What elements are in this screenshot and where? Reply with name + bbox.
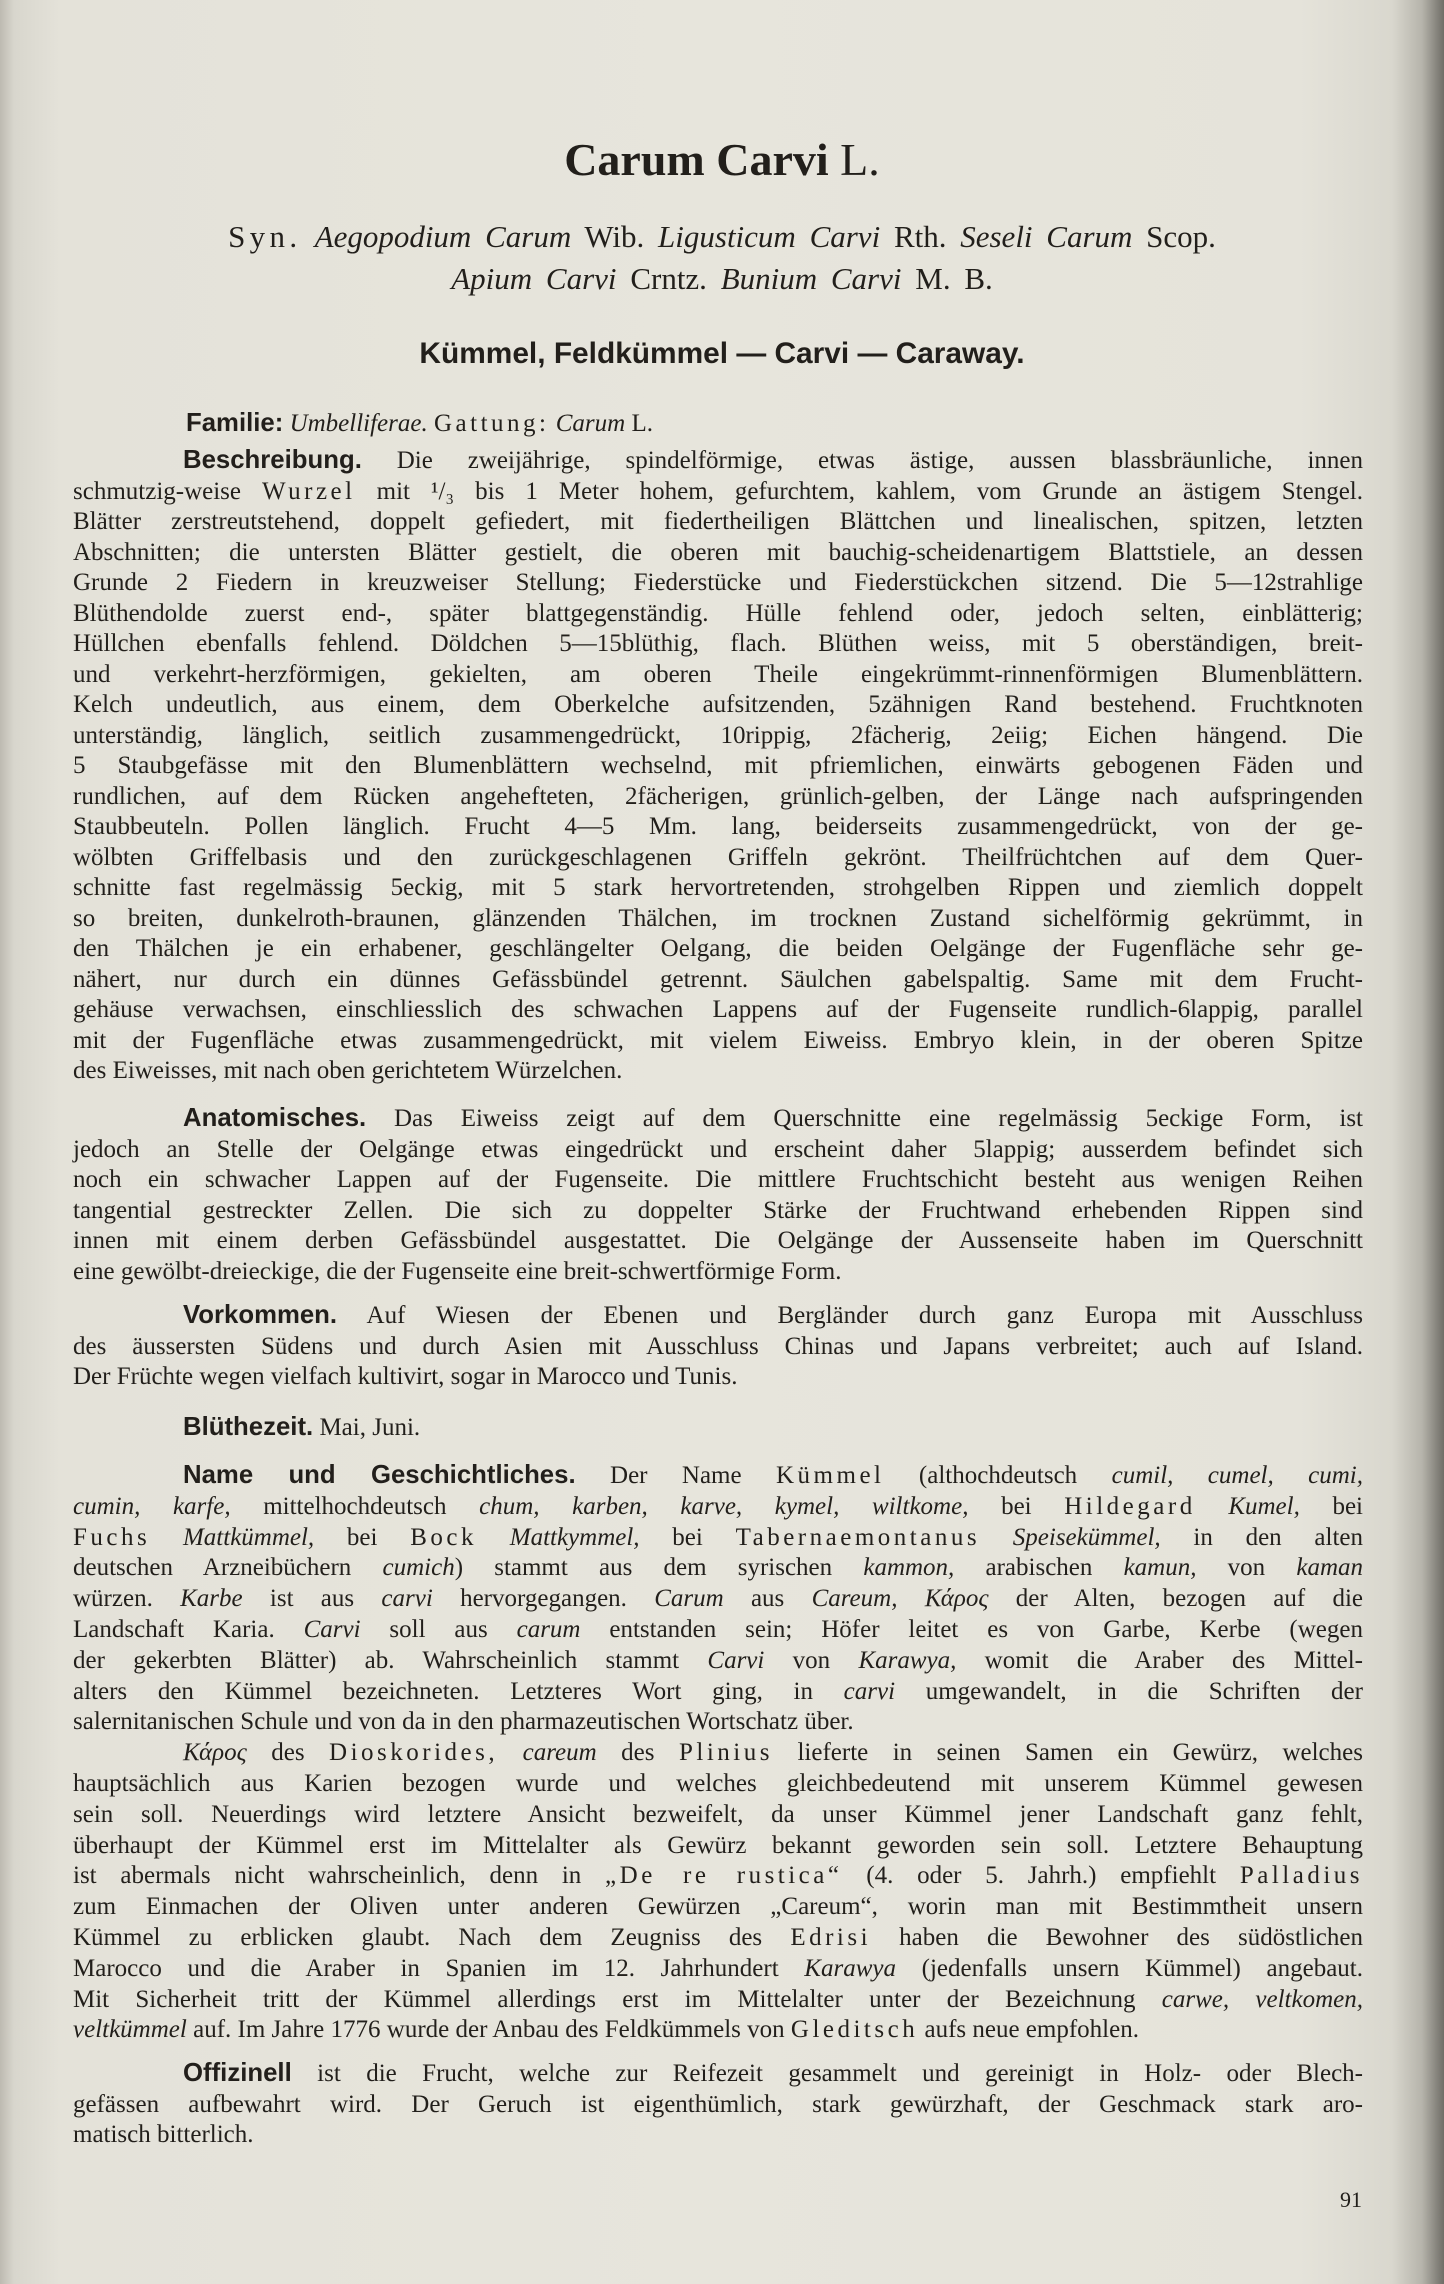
text-line (73, 1056, 1363, 1087)
italic-term: kamun, (1123, 1554, 1197, 1582)
italic-term: Karawya (804, 1954, 896, 1982)
text-line (73, 403, 1363, 444)
text-segment: so breiten, dunkelroth-braunen, glänzenden Thälchen, im trocknen Zustand sichelförmig gekrümmt, in (73, 904, 1363, 932)
description-section (73, 445, 1363, 1087)
text-line (0, 258, 1444, 300)
text-segment: Rth. (880, 219, 961, 254)
text-segment: L. (828, 134, 880, 185)
spaced-term: „De re rustica“ (605, 1862, 843, 1890)
text-segment: der Alten, bezogen auf die (988, 1585, 1363, 1613)
text-segment: Landschaft Karia. (73, 1615, 304, 1643)
text-line (73, 721, 1363, 752)
text-segment: Blätter zerstreutstehend, doppelt gefiedert, mit fiedertheiligen Blättchen und linealischen, spitzen, letzten (73, 508, 1363, 535)
text-segment: womit die Araber des Mittel- (956, 1646, 1363, 1674)
section-heading: Blüthezeit. (183, 1413, 314, 1441)
text-segment: innen mit einem derben Gefässbündel ausgestattet. Die Oelgänge der Aussenseite haben im Querschnitt (73, 1227, 1363, 1254)
text-line (73, 1923, 1363, 1954)
section-heading: Anatomisches. (183, 1104, 367, 1132)
text-segment: mit der Fugenfläche etwas zusammengedrückt, mit vielem Eiweiss. Embryo klein, in der oberen Spitze (73, 1026, 1363, 1054)
italic-term: Kumel, (1195, 1492, 1300, 1520)
text-segment: noch ein schwacher Lappen auf der Fugenseite. Die mittlere Fruchtschicht besteht aus wenigen Reihen (73, 1166, 1363, 1193)
text-segment: Wib. (571, 219, 659, 254)
text-line (73, 1677, 1363, 1708)
text-segment: der gekerbten Blätter) ab. Wahrscheinlich stammt (73, 1646, 708, 1674)
spaced-term: Edrisi (790, 1923, 872, 1951)
italic-term: carum (516, 1615, 581, 1643)
classification (73, 403, 1363, 444)
text-segment: Crntz. (616, 261, 721, 296)
italic-term: kammon, (863, 1554, 955, 1582)
italic-term: Karbe (180, 1585, 243, 1613)
italic-term: Mattkümmel, (150, 1523, 315, 1551)
spaced-term: Tabernaemontanus (735, 1523, 981, 1551)
italic-term: Bunium Carvi (720, 261, 902, 296)
text-segment: Marocco und die Araber in Spanien im 12. Jahrhundert (73, 1954, 805, 1982)
text-segment: des Eiweisses, mit nach oben gerichtetem Würzelchen. (73, 1057, 623, 1084)
anatomy-section (73, 1103, 1363, 1287)
text-line (73, 965, 1363, 996)
text-segment: Scop. (1132, 219, 1216, 254)
text-segment: Abschnitten; die untersten Blätter gestielt, die oberen mit bauchig-scheidenartigem Blattstiele, an dessen (73, 538, 1363, 566)
text-segment: ist aus (242, 1585, 382, 1613)
spaced-term: Gleditsch (790, 2016, 919, 2044)
text-line (73, 1523, 1363, 1554)
synonyms (0, 216, 1444, 300)
text-segment: umgewandelt, in die Schriften der (895, 1677, 1363, 1705)
common-names (0, 332, 1444, 376)
text-line (73, 690, 1363, 721)
text-segment: hervorgegangen. (432, 1585, 655, 1613)
text-line (73, 2090, 1363, 2121)
text-segment: matisch bitterlich. (73, 2121, 254, 2148)
italic-term: Mattkymmel, (477, 1523, 640, 1551)
text-segment: Auf Wiesen der Ebenen und Bergländer durch ganz Europa mit Ausschluss (337, 1302, 1363, 1329)
text-line (73, 1646, 1363, 1677)
text-segment: Das Eiweiss zeigt auf dem Querschnitte eine regelmässig 5eckige Form, ist (366, 1105, 1363, 1132)
text-line (73, 1492, 1363, 1523)
italic-term: Umbelliferae. (283, 410, 434, 437)
text-segment: Mit Sicherheit tritt der Kümmel allerdings erst im Mittelalter unter der Bezeichnung (73, 1985, 1162, 2013)
text-line (73, 1861, 1363, 1892)
text-line (73, 1165, 1363, 1196)
text-segment: (4. oder 5. Jahrh.) empfiehlt (842, 1862, 1240, 1890)
text-line (73, 2015, 1363, 2046)
italic-term: carvi (843, 1677, 896, 1705)
italic-term: cumich (382, 1554, 455, 1582)
section-heading: Carum Carvi (564, 134, 829, 185)
text-segment: soll aus (360, 1615, 517, 1643)
text-line (73, 1831, 1363, 1862)
text-segment: des äussersten Südens und durch Asien mit Ausschluss Chinas und Japans verbreitet; auch auf Island. (73, 1332, 1363, 1360)
text-segment: schnitte fast regelmässig 5eckig, mit 5 stark hervortretenden, strohgelben Rippen und ziemlich doppelt (73, 874, 1363, 901)
text-line (73, 660, 1363, 691)
occurrence-section (73, 1300, 1363, 1393)
text-line (73, 1135, 1363, 1166)
text-segment: gehäuse verwachsen, einschliesslich des schwachen Lappens auf der Fugenseite rundlich-6lappig, parallel (73, 996, 1363, 1023)
text-segment: bei (314, 1523, 411, 1551)
text-segment: und verkehrt-herzförmigen, gekielten, am oberen Theile eingekrümmt-rinnenförmigen Blumenblättern. (73, 660, 1363, 688)
italic-term: carvi (381, 1585, 433, 1613)
text-segment: von (764, 1646, 859, 1674)
text-segment: 5 Staubgefässe mit den Blumenblättern wechselnd, mit pfriemlichen, einwärts gebogenen Fäden und (73, 752, 1363, 779)
text-segment: alters den Kümmel bezeichneten. Letzteres Wort ging, in (73, 1677, 844, 1705)
text-segment: salernitanischen Schule und von da in den pharmazeutischen Wortschatz über. (73, 1708, 854, 1736)
text-line (73, 1103, 1363, 1135)
text-line (73, 1226, 1363, 1257)
text-segment: lieferte in seinen Samen ein Gewürz, welches (772, 1739, 1363, 1767)
text-line (73, 445, 1363, 477)
text-line (73, 1584, 1363, 1615)
text-line (73, 812, 1363, 843)
text-line (73, 782, 1363, 813)
text-line (73, 1892, 1363, 1923)
italic-term: chum, karben, karve, kymel, wiltkome, (479, 1492, 969, 1520)
text-segment: bei (1299, 1492, 1363, 1520)
page-number: 91 (1340, 2187, 1362, 2212)
text-segment: des (596, 1739, 679, 1767)
text-segment: Kümmel zu erblicken glaubt. Nach dem Zeugniss des (73, 1923, 791, 1951)
text-segment: arabischen (954, 1554, 1124, 1582)
text-segment: nähert, nur durch ein dünnes Gefässbündel getrennt. Säulchen gabelspaltig. Same mit dem Frucht- (73, 965, 1363, 993)
text-line (73, 1738, 1363, 1769)
text-line (73, 538, 1363, 569)
text-segment: Staubbeuteln. Pollen länglich. Frucht 4—5 Mm. lang, beiderseits zusammengedrückt, von der ge- (73, 813, 1363, 840)
text-line (73, 1026, 1363, 1057)
text-line (73, 1615, 1363, 1646)
text-line (73, 629, 1363, 660)
text-segment: Der Früchte wegen vielfach kultivirt, sogar in Marocco und Tunis. (73, 1363, 738, 1390)
text-segment: bei (639, 1523, 736, 1551)
italic-term: Seseli Carum (960, 219, 1133, 254)
text-line (0, 216, 1444, 258)
italic-term: Κάρος (183, 1739, 247, 1767)
spaced-term: Gattung: (433, 410, 550, 437)
text-line (73, 507, 1363, 538)
italic-term: veltkümmel (73, 2016, 187, 2044)
text-segment: schmutzig-weise (73, 477, 263, 505)
text-segment: in den alten (1160, 1523, 1363, 1551)
text-line (73, 873, 1363, 904)
text-segment: Kelch undeutlich, aus einem, dem Oberkelche aufsitzenden, 5zähnigen Rand bestehend. Fruchtknoten (73, 691, 1363, 718)
history-section (73, 1460, 1363, 2046)
italic-term: Apium Carvi (451, 261, 617, 296)
italic-term: Carum (549, 410, 626, 437)
text-segment: eine gewölbt-dreieckige, die der Fugenseite eine breit-schwertförmige Form. (73, 1257, 842, 1285)
text-segment: ist abermals nicht wahrscheinlich, denn in (73, 1862, 606, 1890)
spaced-term: Palladius (1239, 1862, 1364, 1890)
text-segment: ) stammt aus dem syrischen (454, 1554, 864, 1582)
text-segment: bei (968, 1492, 1065, 1520)
text-segment: überhaupt der Kümmel erst im Mittelalter als Gewürz bekannt geworden sein soll. Letztere Behauptung (73, 1831, 1363, 1859)
spaced-term: Fuchs (73, 1523, 151, 1551)
text-segment: tangential gestreckter Zellen. Die sich zu doppelter Stärke der Fruchtwand erhebenden Rippen sind (73, 1196, 1363, 1224)
text-segment: jedoch an Stelle der Oelgänge etwas eingedrückt und erscheint daher 5lappig; ausserdem befindet sich (73, 1135, 1363, 1163)
text-line (73, 1553, 1363, 1584)
italic-term: Carvi (303, 1615, 361, 1643)
text-line (73, 843, 1363, 874)
italic-term: cumil, cumel, cumi, (1111, 1462, 1363, 1489)
text-segment: haben die Bewohner des südöstlichen (871, 1923, 1364, 1951)
text-line (73, 904, 1363, 935)
section-heading: Offizinell (183, 2059, 292, 2087)
text-line (73, 1800, 1363, 1831)
spaced-term: Kümmel (776, 1462, 885, 1489)
text-line (73, 1412, 1363, 1444)
text-segment: zum Einmachen der Oliven unter anderen Gewürzen „Careum“, worin man mit Bestimmtheit unsern (73, 1893, 1363, 1921)
spaced-term: Bock (410, 1523, 477, 1551)
text-segment: Die zweijährige, spindelförmige, etwas ästige, aussen blassbräunliche, innen (361, 447, 1363, 474)
text-segment: Mai, Juni. (313, 1414, 421, 1441)
text-segment: aufs neue empfohlen. (918, 2016, 1139, 2044)
text-segment: Der Name (575, 1462, 776, 1489)
text-segment: deutschen Arzneibüchern (73, 1554, 383, 1582)
italic-term: Carvi (707, 1646, 765, 1674)
text-segment: Blüthendolde zuerst end-, später blattgegenständig. Hülle fehlend oder, jedoch selten, einblätterig; (73, 599, 1363, 627)
text-segment: (althochdeutsch (884, 1462, 1112, 1489)
text-line (73, 934, 1363, 965)
spaced-term: Hildegard (1064, 1492, 1196, 1520)
italic-term: Ligusticum Carvi (658, 219, 881, 254)
italic-term: Karawya, (858, 1646, 957, 1674)
italic-term: carwe, veltkomen, (1161, 1985, 1363, 2013)
text-segment: rundlichen, auf dem Rücken angehefteten, 2fächerigen, grünlich-gelben, der Länge nach aufspringenden (73, 782, 1363, 810)
section-heading: Familie: (186, 409, 284, 437)
italic-term: Speisekümmel, (980, 1523, 1161, 1551)
text-segment: L. (625, 410, 653, 437)
section-heading: Kümmel, Feldkümmel — Carvi — Caraway. (419, 337, 1025, 370)
text-segment: hauptsächlich aus Karien bezogen wurde und welches gleichbedeutend mit unserem Kümmel gewesen (73, 1769, 1363, 1797)
text-segment: wölbten Griffelbasis und den zurückgeschlagenen Griffeln gekrönt. Theilfrüchtchen auf dem Quer- (73, 843, 1363, 871)
text-line (73, 2120, 1363, 2151)
text-line (73, 599, 1363, 630)
text-segment: Grunde 2 Fiedern in kreuzweiser Stellung; Fiederstücke und Fiederstückchen sitzend. Die 5—12strahlige (73, 569, 1363, 596)
text-line (73, 1362, 1363, 1393)
text-line (73, 1332, 1363, 1363)
text-segment: würzen. (73, 1585, 181, 1613)
italic-term: cumin, karfe, (73, 1492, 231, 1520)
text-segment: mit ¹/₃ bis 1 Meter hohem, gefurchtem, kahlem, vom Grunde an ästigem Stengel. (355, 477, 1363, 505)
italic-term: kaman (1296, 1554, 1364, 1582)
italic-term: Aegopodium Carum (301, 219, 572, 254)
text-segment: aus (723, 1585, 812, 1613)
spaced-term: Plinius (678, 1739, 773, 1767)
text-line (73, 1196, 1363, 1227)
text-segment: Hüllchen ebenfalls fehlend. Döldchen 5—15blüthig, flach. Blüthen weiss, mit 5 oberständigen, breit- (73, 630, 1363, 657)
spaced-term: Syn. (228, 219, 302, 254)
text-line (0, 332, 1444, 376)
text-segment: sein soll. Neuerdings wird letztere Ansicht bezweifelt, da unser Kümmel jener Landschaft ganz fehlt, (73, 1800, 1363, 1828)
spaced-term: Dioskorides, (329, 1739, 499, 1767)
text-line (73, 751, 1363, 782)
text-line (73, 1954, 1363, 1985)
text-line (73, 568, 1363, 599)
text-line (73, 1769, 1363, 1800)
text-segment: gefässen aufbewahrt wird. Der Geruch ist eigenthümlich, stark gewürzhaft, der Geschmack stark aro- (73, 2090, 1363, 2118)
species-title (0, 132, 1444, 188)
text-line (73, 1257, 1363, 1288)
text-segment: den Thälchen je ein erhabener, geschlängelter Oelgang, die beiden Oelgänge der Fugenfläche sehr ge- (73, 935, 1363, 962)
text-line (73, 2058, 1363, 2090)
section-heading: Beschreibung. (183, 446, 362, 474)
text-segment: des (246, 1739, 330, 1767)
spaced-term: Wurzel (262, 477, 356, 505)
text-line (73, 1985, 1363, 2016)
text-segment: von (1196, 1554, 1297, 1582)
text-line (73, 1460, 1363, 1492)
officinal-section (73, 2058, 1363, 2151)
italic-term: Carum (654, 1585, 724, 1613)
text-line (73, 1707, 1363, 1738)
text-segment: ist die Frucht, welche zur Reifezeit gesammelt und gereinigt in Holz- oder Blech- (291, 2060, 1363, 2087)
text-line (73, 1300, 1363, 1332)
text-line (73, 995, 1363, 1026)
text-line (73, 477, 1363, 508)
section-heading: Vorkommen. (183, 1301, 338, 1329)
text-line (0, 132, 1444, 188)
italic-term: Careum, Κάρος (811, 1585, 989, 1613)
text-segment: unterständig, länglich, seitlich zusammengedrückt, 10rippig, 2fächerig, 2eiig; Eichen hängend. Die (73, 721, 1363, 749)
text-segment: (jedenfalls unsern Kümmel) angebaut. (895, 1954, 1363, 1982)
flowering-section (73, 1412, 1363, 1444)
italic-term: careum (498, 1739, 597, 1767)
text-segment: M. B. (901, 261, 993, 296)
section-heading: Name und Geschichtliches. (183, 1461, 576, 1489)
text-segment: mittelhochdeutsch (230, 1492, 480, 1520)
text-segment: auf. Im Jahre 1776 wurde der Anbau des Feldkümmels von (186, 2016, 791, 2044)
text-segment: entstanden sein; Höfer leitet es von Garbe, Kerbe (wegen (580, 1615, 1364, 1643)
